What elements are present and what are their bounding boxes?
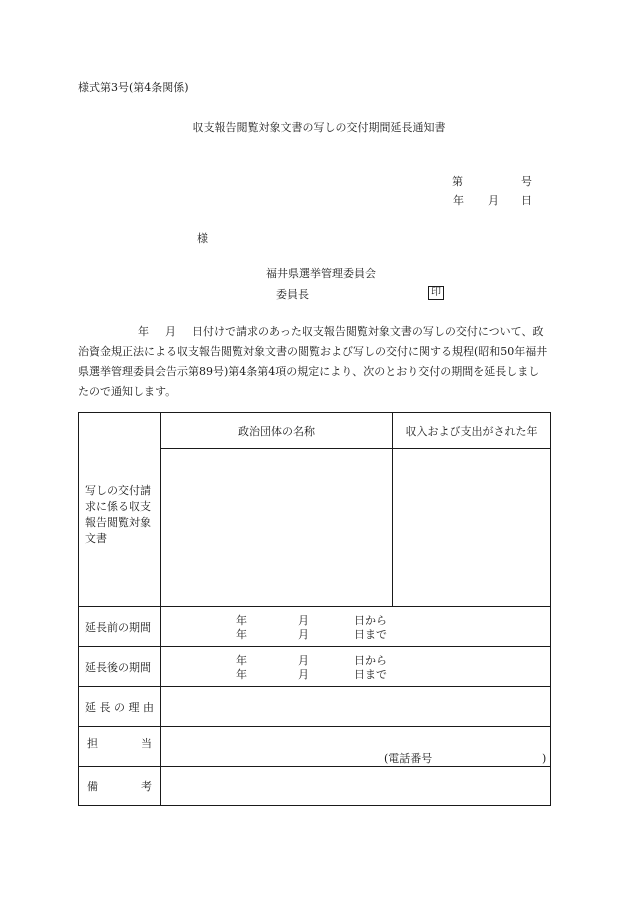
after-until-month: 月 [298,668,309,681]
year-cell[interactable] [393,449,551,607]
detail-table [78,412,551,806]
sender-title: 委員長 [276,288,309,301]
before-until-month: 月 [298,628,309,641]
remarks-label-cell [79,767,161,806]
before-from-day: 日から [354,614,387,627]
person-label-1: 担 [87,736,98,750]
body-paragraph [78,322,550,402]
after-from-month: 月 [298,654,309,667]
addressee-suffix: 様 [197,232,208,245]
sender-org: 福井県選挙管理委員会 [266,267,376,280]
doc-label-cell [79,413,161,607]
person-label-2: 当 [141,736,152,750]
after-from-day: 日から [354,654,387,667]
body-year: 年 [138,325,149,338]
person-cell[interactable] [161,727,551,767]
before-from-month: 月 [298,614,309,627]
remarks-label-2: 考 [141,780,152,793]
before-from-year: 年 [236,614,247,627]
date-day: 日 [521,194,532,207]
reason-cell[interactable] [161,687,551,727]
after-from-year: 年 [236,654,247,667]
org-name-cell[interactable] [161,449,393,607]
before-period-label: 延長前の期間 [79,607,161,647]
number-suffix: 号 [521,175,532,188]
remarks-cell[interactable] [161,767,551,806]
reason-label: 延 長 の 理 由 [79,687,161,727]
after-period-label: 延長後の期間 [79,647,161,687]
body-text: 日付けで請求のあった収支報告閲覧対象文書の写しの交付について、政治資金規正法による収支報告閲覧対象文書の閲覧および写しの交付に関する規程(昭和50年福井県選挙管理委員会告示第89号)第4条第4項の規定により、次のとおり交付の期間を延長しましたので通知します。 [78,325,548,398]
document-title: 収支報告閲覧対象文書の写しの交付期間延長通知書 [192,121,446,134]
remarks-label-1: 備 [87,780,98,793]
before-until-year: 年 [236,628,247,641]
doc-label: 写しの交付請求に係る収支報告閲覧対象文書 [85,484,151,545]
year-header: 収入および支出がされた年 [393,413,551,449]
number-prefix: 第 [452,175,463,188]
date-year: 年 [453,194,464,207]
before-period-cell[interactable] [161,607,551,647]
date-month: 月 [488,194,499,207]
person-label-cell [79,727,161,767]
org-name-header: 政治団体の名称 [161,413,393,449]
after-until-day: 日まで [354,668,387,681]
seal-mark: 印 [428,286,444,300]
phone-close: ) [542,752,547,765]
after-until-year: 年 [236,668,247,681]
after-period-cell[interactable] [161,647,551,687]
form-number: 様式第3号(第4条関係) [78,81,189,94]
before-until-day: 日まで [354,628,387,641]
body-month: 月 [165,325,176,338]
phone-open: (電話番号 [384,752,433,765]
